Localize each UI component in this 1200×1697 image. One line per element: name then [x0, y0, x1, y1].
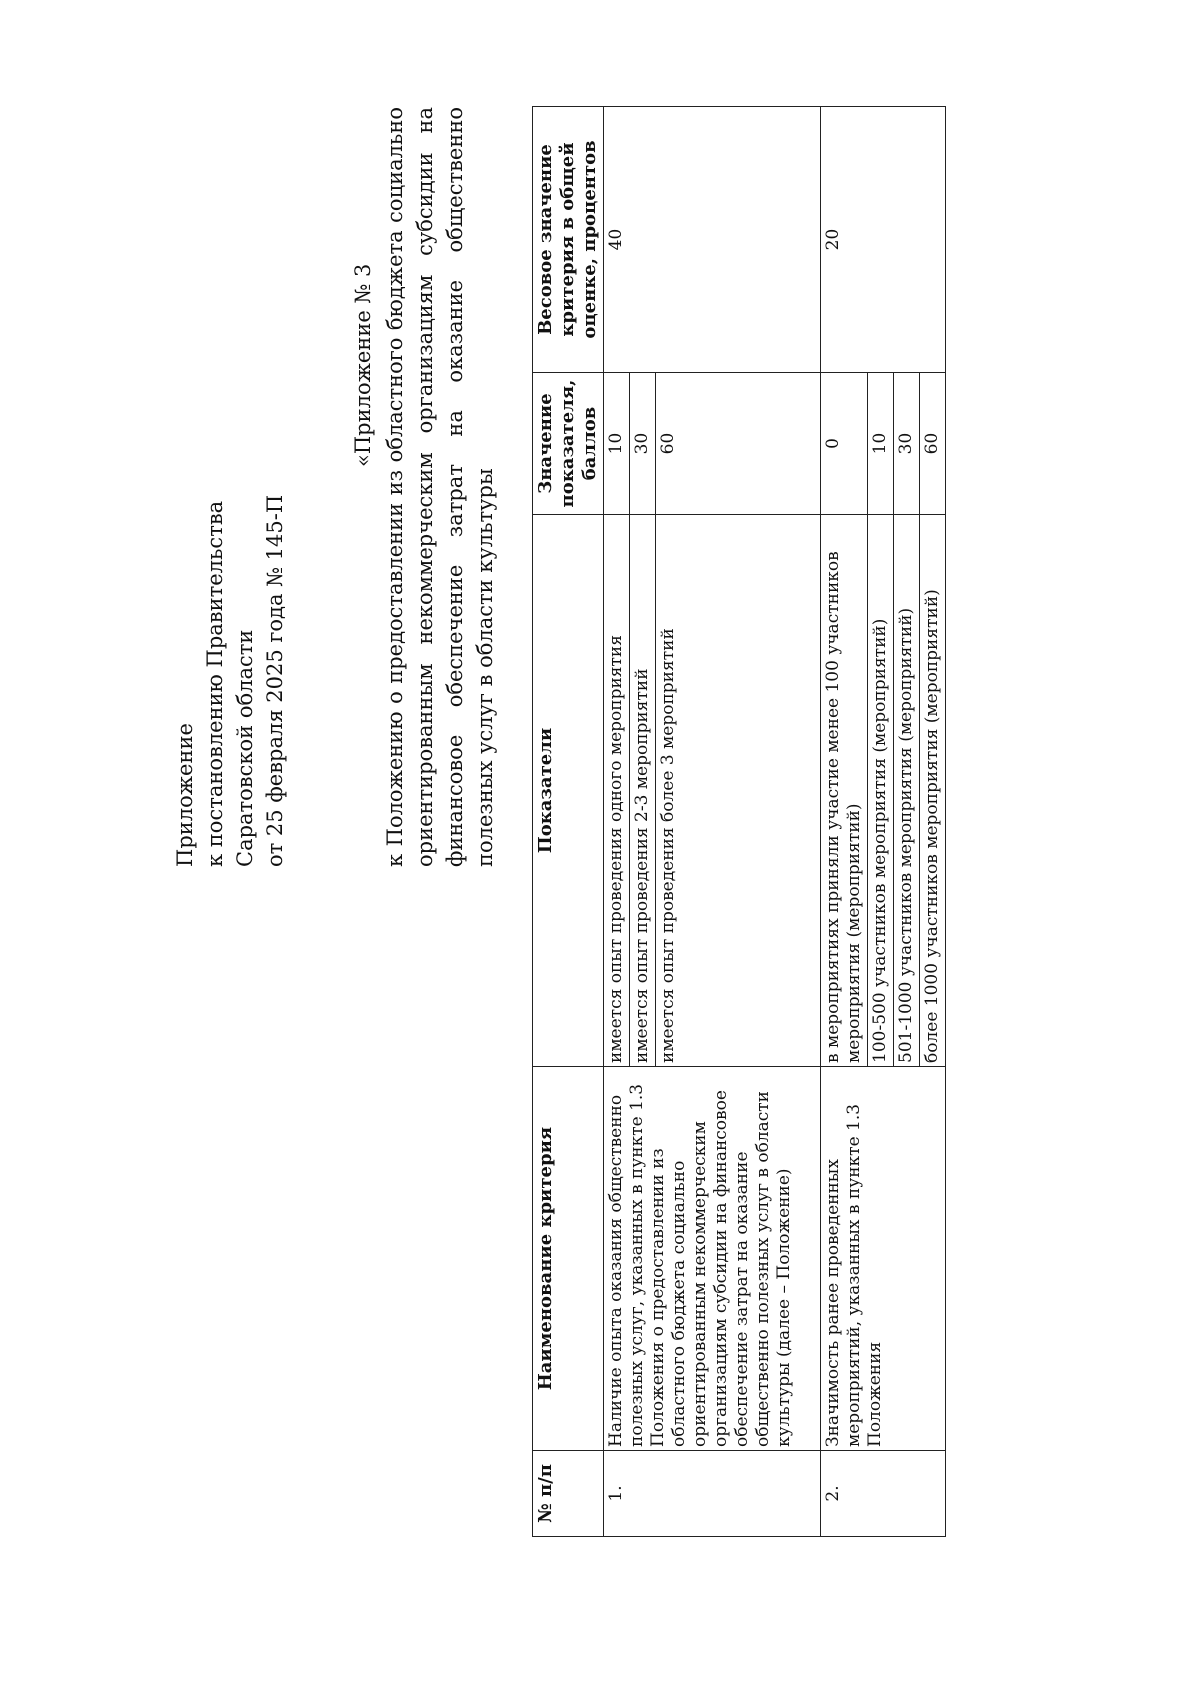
annex-description: к Положению о предоставлении из областного бюджета социально ориентированным некоммерческим организациям субсидии на финансовое обеспечение затрат на оказание общественно полезных услуг в области культуры [383, 107, 497, 867]
criterion-weight: 20 [821, 107, 946, 373]
indicator-value: 30 [630, 373, 656, 515]
column-header-indicators: Показатели [533, 515, 604, 1067]
criterion-weight: 40 [604, 107, 821, 373]
criterion-name: Значимость ранее проведенных мероприятий, указанных в пункте 1.3 Положения [821, 1067, 946, 1451]
indicator-text: 501-1000 участников мероприятия (мероприятий) [894, 515, 920, 1067]
table-row [821, 107, 868, 1537]
criteria-table [532, 106, 946, 1537]
header-line: к постановлению Правительства [203, 500, 227, 867]
indicator-value: 10 [604, 373, 630, 515]
indicator-value: 60 [920, 373, 946, 515]
column-header-weight: Весовое значение критерия в общей оценке, процентов [533, 107, 604, 373]
indicator-text: более 1000 участников мероприятия (мероприятий) [920, 515, 946, 1067]
column-header-num: № п/п [533, 1451, 604, 1537]
criterion-name: Наличие опыта оказания общественно полезных услуг, указанных в пункте 1.3 Положения о предоставлении из областного бюджета социально ориентированным некоммерческим организациям субсидии на финансовое обеспечение затрат на оказание общественно полезных услуг в области культуры (далее – Положение) [604, 1067, 821, 1451]
indicator-value: 60 [656, 373, 821, 515]
header-line: Приложение [173, 723, 197, 867]
document-page [90, 77, 1090, 1637]
resolution-header [170, 495, 290, 867]
indicator-text: имеется опыт проведения более 3 мероприятий [656, 515, 821, 1067]
row-number: 1. [604, 1451, 821, 1537]
indicator-text: имеется опыт проведения одного мероприятия [604, 515, 630, 1067]
indicator-value: 30 [894, 373, 920, 515]
column-header-value: Значение показателя, баллов [533, 373, 604, 515]
indicator-text: 100-500 участников мероприятия (мероприятий) [868, 515, 894, 1067]
table-row [604, 107, 630, 1537]
annex-title: «Приложение № 3 [351, 263, 375, 467]
table-header-row [533, 107, 604, 1537]
indicator-value: 10 [868, 373, 894, 515]
header-line: от 25 февраля 2025 года № 145-П [263, 494, 287, 867]
column-header-criterion: Наименование критерия [533, 1067, 604, 1451]
indicator-value: 0 [821, 373, 868, 515]
indicator-text: в мероприятиях приняли участие менее 100 участников мероприятия (мероприятий) [821, 515, 868, 1067]
row-number: 2. [821, 1451, 946, 1537]
indicator-text: имеется опыт проведения 2-3 мероприятий [630, 515, 656, 1067]
header-line: Саратовской области [233, 629, 257, 867]
